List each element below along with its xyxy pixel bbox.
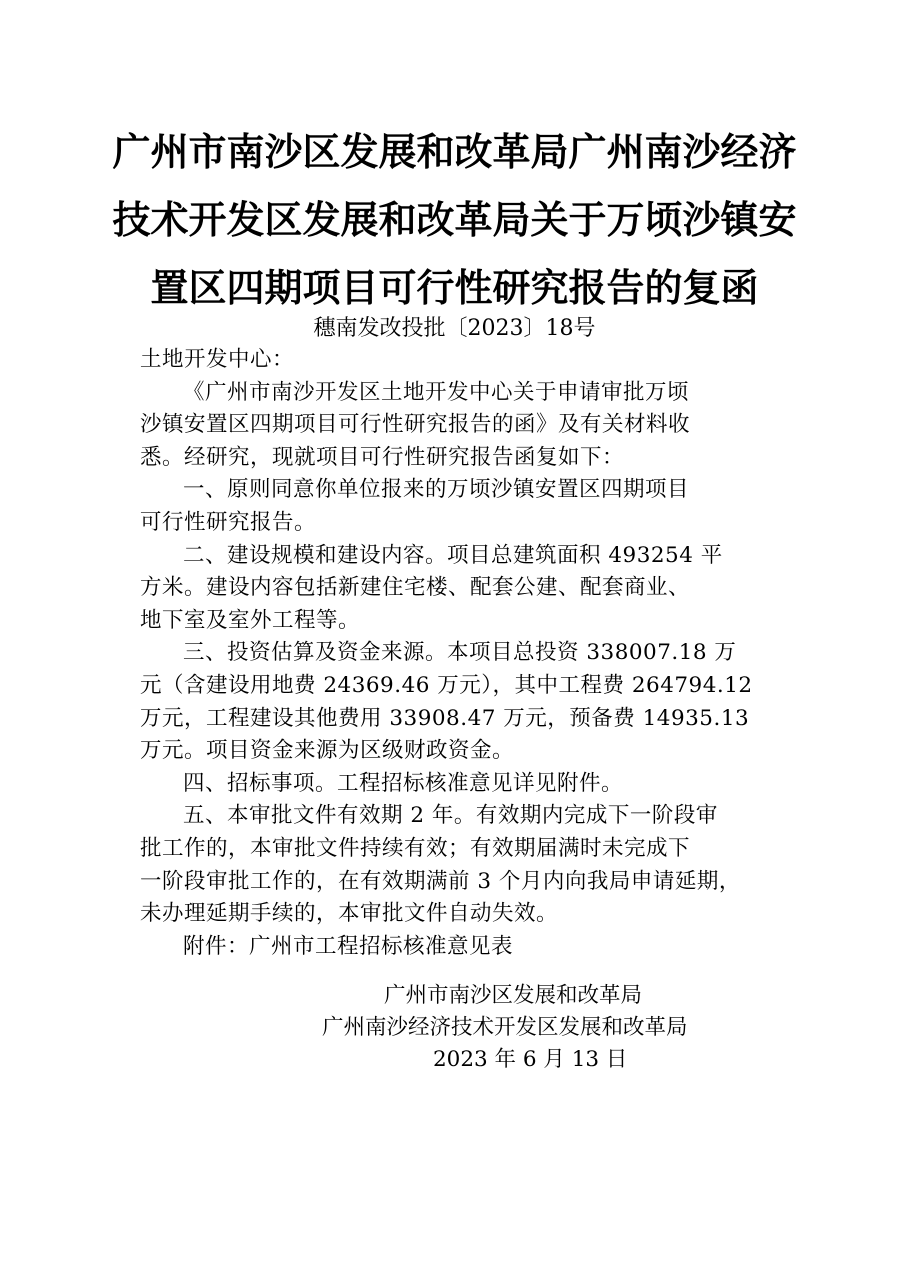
- title-line: 置区四期项目可行性研究报告的复函: [150, 266, 759, 310]
- body-line: 万元，工程建设其他费用 33908.47 万元，预备费 14935.13: [140, 705, 750, 731]
- body-line: 《广州市南沙开发区土地开发中心关于申请审批万顷: [183, 379, 690, 405]
- body-line: 地下室及室外工程等。: [140, 607, 361, 633]
- issuer-name-1: 广州市南沙区发展和改革局: [384, 983, 643, 1008]
- attachment-line: 附件：广州市工程招标核准意见表: [183, 933, 514, 959]
- addressee: 土地开发中心：: [140, 347, 295, 372]
- body-line: 三、投资估算及资金来源。本项目总投资 338007.18 万: [183, 640, 737, 666]
- title-line: 广州市南沙区发展和改革局广州南沙经济: [112, 130, 797, 174]
- body-line: 可行性研究报告。: [140, 509, 317, 535]
- body-line: 五、本审批文件有效期 2 年。有效期内完成下一阶段审: [183, 803, 718, 829]
- issue-date: 2023 年 6 月 13 日: [433, 1047, 628, 1072]
- body-line: 二、建设规模和建设内容。项目总建筑面积 493254 平: [183, 542, 723, 568]
- document-body: [140, 344, 780, 963]
- body-line: 一阶段审批工作的，在有效期满前 3 个月内向我局申请延期，: [140, 868, 741, 894]
- body-line: 一、原则同意你单位报来的万顷沙镇安置区四期项目: [183, 477, 690, 503]
- body-line: 未办理延期手续的，本审批文件自动失效。: [140, 901, 559, 927]
- body-line: 批工作的，本审批文件持续有效；有效期届满时未完成下: [140, 835, 691, 861]
- body-line: 元（含建设用地费 24369.46 万元），其中工程费 264794.12: [140, 672, 753, 698]
- body-line: 四、招标事项。工程招标核准意见详见附件。: [183, 770, 624, 796]
- body-line: 万元。项目资金来源为区级财政资金。: [140, 738, 515, 764]
- document-number: 穗南发改投批〔2023〕18号: [313, 316, 596, 341]
- body-line: 沙镇安置区四期项目可行性研究报告的函》及有关材料收: [140, 412, 691, 438]
- document-title: [100, 118, 809, 322]
- body-line: 悉。经研究，现就项目可行性研究报告函复如下：: [140, 444, 625, 470]
- issuer-name-2: 广州南沙经济技术开发区发展和改革局: [322, 1015, 688, 1040]
- title-line: 技术开发区发展和改革局关于万顷沙镇安: [112, 198, 797, 242]
- body-line: 方米。建设内容包括新建住宅楼、配套公建、配套商业、: [140, 575, 691, 601]
